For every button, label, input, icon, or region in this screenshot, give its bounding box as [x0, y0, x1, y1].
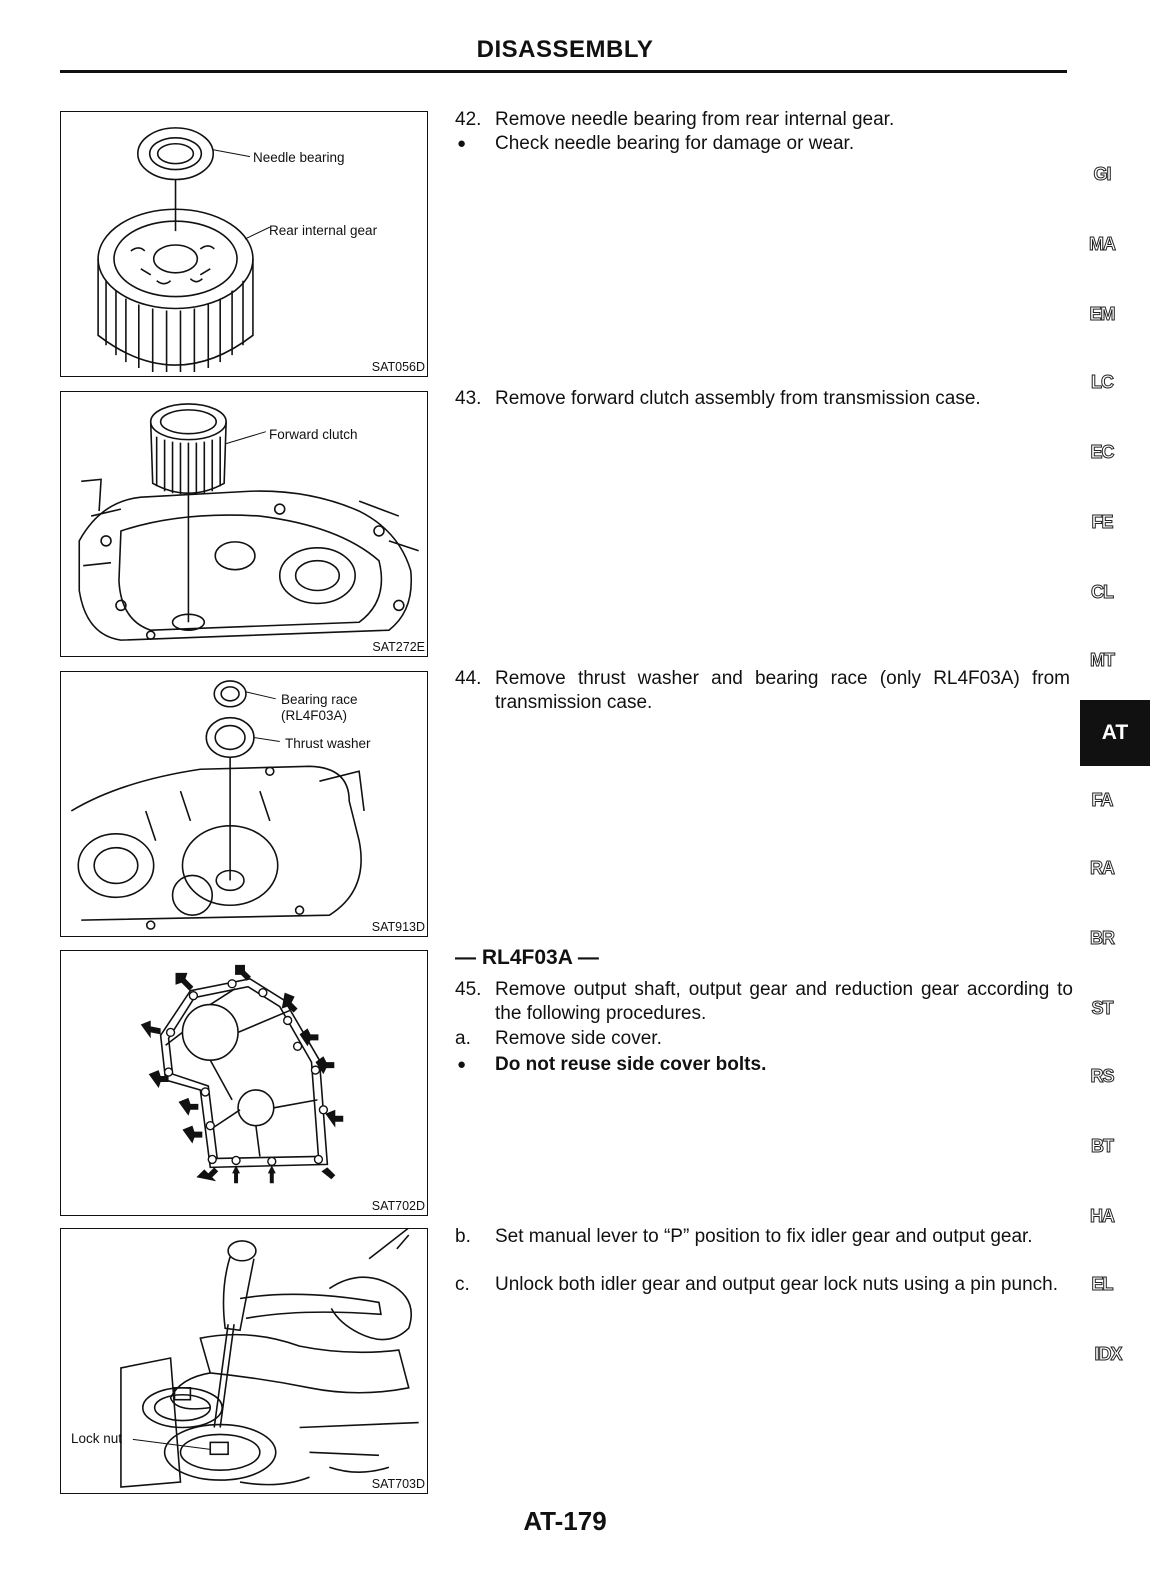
forward-clutch-illustration: [61, 392, 427, 656]
label-bearing-race-model: (RL4F03A): [281, 708, 348, 723]
title-rule: [60, 70, 1067, 73]
step-letter: a.: [455, 1028, 471, 1049]
figure-code: SAT703D: [371, 1477, 425, 1491]
section-tab-cl[interactable]: CL: [1091, 582, 1113, 602]
section-tab-fe[interactable]: FE: [1091, 512, 1113, 532]
thrust-washer-illustration: [61, 672, 427, 936]
label-lock-nut: Lock nut: [71, 1431, 123, 1446]
figure-code: SAT056D: [371, 360, 425, 374]
figure-code: SAT702D: [371, 1199, 425, 1213]
page-title: DISASSEMBLY: [476, 36, 654, 63]
section-tab-rs[interactable]: RS: [1090, 1066, 1114, 1086]
step-letter: c.: [455, 1274, 470, 1295]
figure-thrust-washer: [60, 671, 428, 937]
label-forward-clutch: Forward clutch: [269, 427, 358, 442]
figure-needle-bearing: [60, 111, 428, 377]
label-bearing-race: Bearing race: [281, 692, 358, 707]
bullet-icon: ●: [457, 135, 467, 152]
section-tab-gi[interactable]: GI: [1093, 164, 1111, 184]
step-text: Unlock both idler gear and output gear lock nuts using a pin punch.: [495, 1274, 1058, 1295]
section-tab-idx[interactable]: IDX: [1094, 1344, 1122, 1364]
step-text: Remove output shaft, output gear and reduction gear according to the following procedures.: [495, 979, 1073, 1024]
step-letter: b.: [455, 1226, 471, 1247]
section-tab-fa[interactable]: FA: [1091, 790, 1113, 810]
step-text: Check needle bearing for damage or wear.: [495, 133, 855, 154]
model-subheading: — RL4F03A —: [455, 946, 599, 969]
figure-code: SAT272E: [372, 640, 425, 654]
section-tab-mt[interactable]: MT: [1090, 650, 1114, 670]
label-thrust-washer: Thrust washer: [285, 736, 371, 751]
step-number: 45.: [455, 979, 482, 1000]
label-rear-internal-gear: Rear internal gear: [269, 223, 378, 238]
figure-forward-clutch: [60, 391, 428, 657]
section-tab-br[interactable]: BR: [1090, 928, 1114, 948]
step-number: 43.: [455, 388, 482, 409]
needle-bearing-illustration: [61, 112, 427, 376]
step-text: Set manual lever to “P” position to fix idler gear and output gear.: [495, 1226, 1033, 1247]
section-tab-at-active[interactable]: AT: [1080, 700, 1150, 766]
step-text: Remove forward clutch assembly from transmission case.: [495, 388, 981, 409]
side-cover-illustration: [61, 951, 427, 1215]
step-text: Do not reuse side cover bolts.: [495, 1054, 767, 1075]
section-tab-st[interactable]: ST: [1091, 998, 1113, 1018]
section-tab-ec[interactable]: EC: [1090, 442, 1114, 462]
section-tab-bt[interactable]: BT: [1091, 1136, 1113, 1156]
step-text: Remove thrust washer and bearing race (only RL4F03A) from transmission case.: [495, 668, 1070, 713]
step-number: 42.: [455, 109, 482, 130]
section-tab-ha[interactable]: HA: [1090, 1206, 1114, 1226]
page-number: AT-179: [523, 1506, 607, 1536]
section-tab-ra[interactable]: RA: [1090, 858, 1114, 878]
figure-lock-nut: [60, 1228, 428, 1494]
section-tab-ma[interactable]: MA: [1089, 234, 1115, 254]
section-tab-lc[interactable]: LC: [1091, 372, 1113, 392]
step-text: Remove needle bearing from rear internal gear.: [495, 109, 895, 130]
label-needle-bearing: Needle bearing: [253, 150, 345, 165]
section-tab-em[interactable]: EM: [1089, 304, 1115, 324]
step-text: Remove side cover.: [495, 1028, 662, 1049]
step-number: 44.: [455, 668, 482, 689]
figure-code: SAT913D: [371, 920, 425, 934]
bullet-icon: ●: [457, 1056, 467, 1073]
lock-nut-illustration: [61, 1229, 427, 1493]
section-tab-el[interactable]: EL: [1091, 1274, 1113, 1294]
figure-side-cover: [60, 950, 428, 1216]
